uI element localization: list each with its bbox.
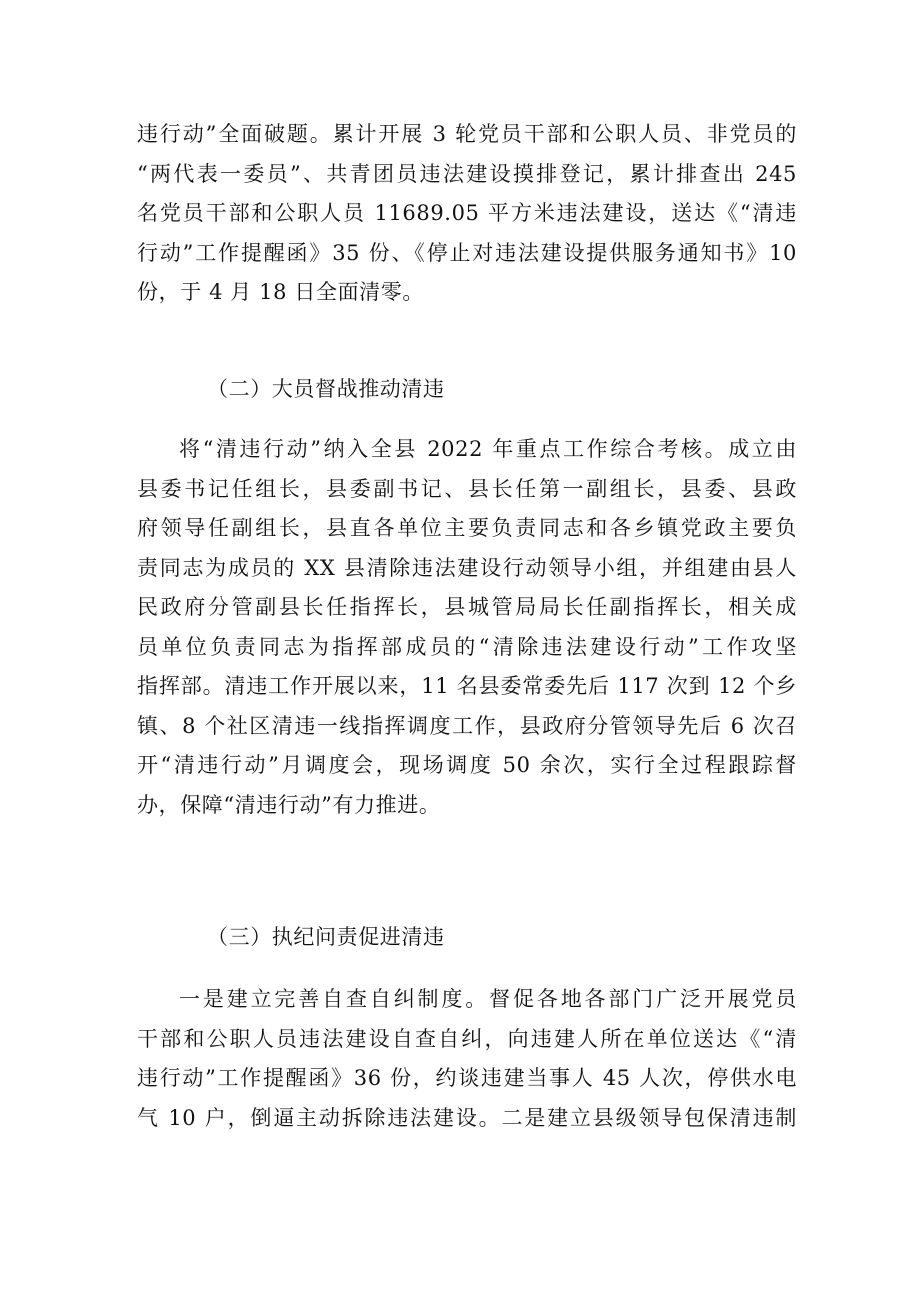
paragraph-line: 办，保障“清违行动”有力推进。 (137, 792, 441, 817)
paragraph-1 (137, 115, 797, 313)
paragraph-line: 镇、8 个社区清违一线指挥调度工作，县政府分管领导先后 6 次召 (137, 713, 797, 738)
paragraph-line: “两代表一委员”、共青团员违法建设摸排登记，累计排查出 245 (137, 161, 797, 186)
paragraph-line: 名党员干部和公职人员 11689.05 平方米违法建设，送达《“清违 (137, 201, 797, 225)
section-heading-3: （三）执纪问责促进清违 (207, 925, 445, 949)
paragraph-line: 行动”工作提醒函》35 份、《停止对违法建设提供服务通知书》10 (137, 240, 797, 265)
paragraph-line: 气 10 户，倒逼主动拆除违法建设。二是建立县级领导包保清违制 (137, 1105, 797, 1130)
paragraph-line: 府领导任副组长，县直各单位主要负责同志和各乡镇党政主要负 (137, 516, 797, 540)
section-heading-2: （二）大员督战推动清违 (207, 377, 445, 401)
paragraph-line: 违行动”工作提醒函》36 份，约谈违建当事人 45 人次，停供水电 (137, 1066, 797, 1090)
paragraph-line: 将“清违行动”纳入全县 2022 年重点工作综合考核。成立由 (179, 437, 797, 461)
paragraph-line: 指挥部。清违工作开展以来，11 名县委常委先后 117 次到 12 个乡 (137, 674, 797, 698)
paragraph-2 (137, 430, 797, 825)
paragraph-line: 责同志为成员的 XX 县清除违法建设行动领导小组，并组建由县人 (137, 555, 797, 580)
paragraph-line: 违行动”全面破题。累计开展 3 轮党员干部和公职人员、非党员的 (137, 122, 797, 146)
paragraph-line: 员单位负责同志为指挥部成员的“清除违法建设行动”工作攻坚 (137, 634, 797, 659)
paragraph-line: 份，于 4 月 18 日全面清零。 (137, 280, 424, 304)
paragraph-line: 干部和公职人员违法建设自查自纠，向违建人所在单位送达《“清 (137, 1026, 797, 1051)
paragraph-line: 民政府分管副县长任指挥长，县城管局局长任副指挥长，相关成 (137, 595, 797, 619)
paragraph-line: 开“清违行动”月调度会，现场调度 50 余次，实行全过程跟踪督 (137, 753, 797, 777)
paragraph-line: 县委书记任组长，县委副书记、县长任第一副组长，县委、县政 (137, 476, 797, 501)
paragraph-line: 一是建立完善自查自纠制度。督促各地各部门广泛开展党员 (179, 987, 797, 1011)
paragraph-3 (137, 980, 797, 1138)
